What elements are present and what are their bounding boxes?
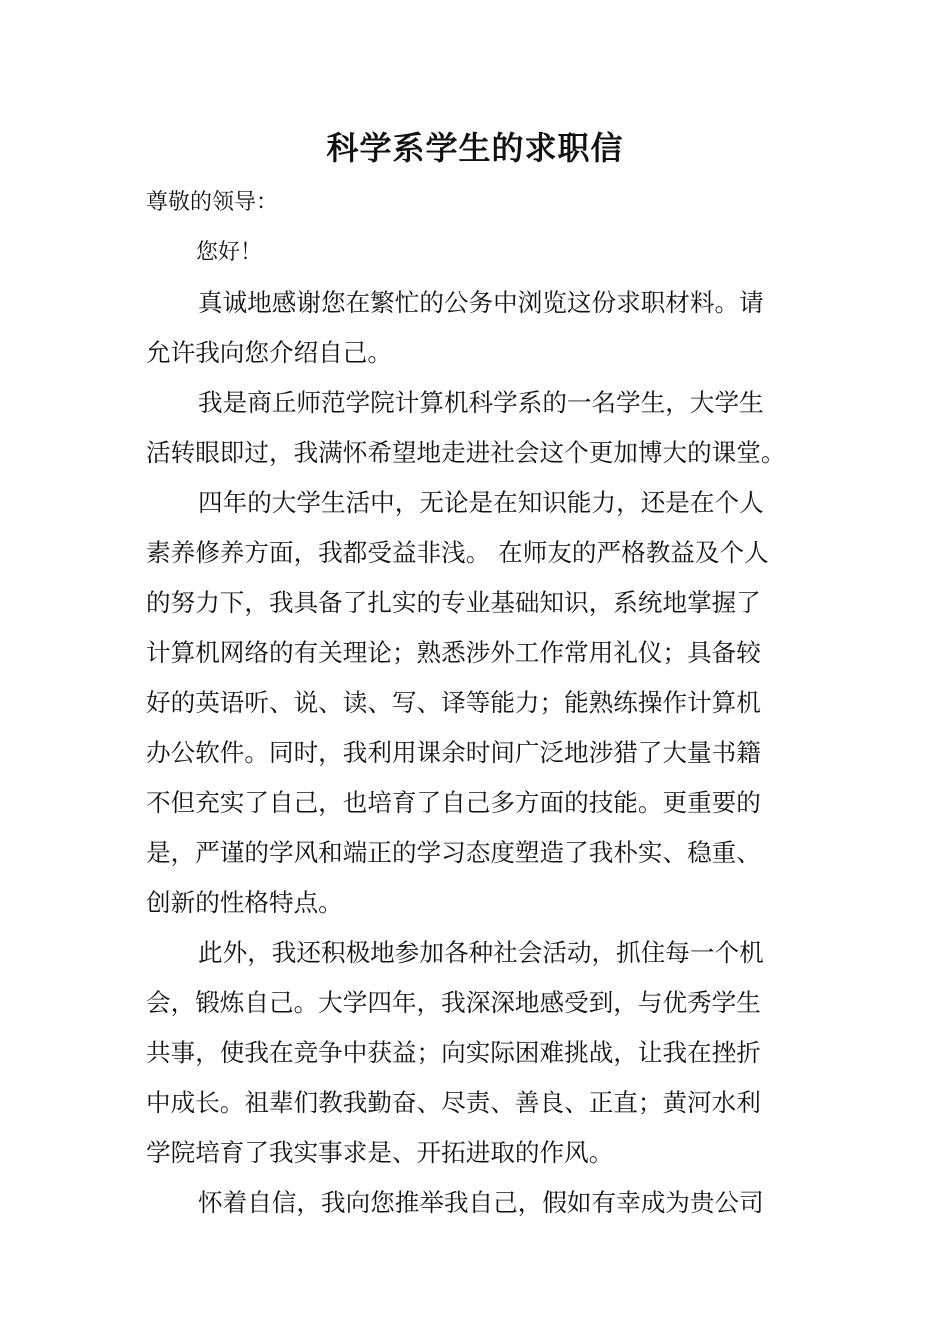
text-line: 会，锻炼自己。大学四年，我深深地感受到，与优秀学生 — [146, 988, 761, 1017]
text-line: 办公软件。同时，我利用课余时间广泛地涉猎了大量书籍 — [146, 738, 761, 767]
text-line: 不但充实了自己，也培育了自己多方面的技能。更重要的 — [146, 788, 761, 817]
document-title: 科学系学生的求职信 — [326, 129, 624, 167]
paragraph-thanks — [146, 278, 808, 378]
text-line: 共事，使我在竞争中获益；向实际困难挑战，让我在挫折 — [146, 1038, 761, 1067]
text-line: 活转眼即过，我满怀希望地走进社会这个更加博大的课堂。 — [146, 438, 786, 467]
text-line: 是，严谨的学风和端正的学习态度塑造了我朴实、稳重、 — [146, 838, 761, 867]
paragraph-social-activities — [146, 928, 808, 1178]
text-line: 中成长。祖辈们教我勤奋、尽责、善良、正直；黄河水利 — [146, 1088, 761, 1117]
paragraph-introduction — [146, 378, 808, 478]
paragraph-self-recommendation — [146, 1178, 808, 1228]
text-line: 此外，我还积极地参加各种社会活动，抓住每一个机 — [198, 938, 764, 967]
text-line: 四年的大学生活中，无论是在知识能力，还是在个人 — [198, 488, 764, 517]
text-line: 学院培育了我实事求是、开拓进取的作风。 — [146, 1138, 614, 1167]
text-line: 创新的性格特点。 — [146, 888, 343, 917]
text-line: 真诚地感谢您在繁忙的公务中浏览这份求职材料。请 — [198, 288, 764, 317]
text-line: 允许我向您介绍自己。 — [146, 338, 392, 367]
greeting: 您好！ — [196, 240, 263, 265]
text-line: 的努力下，我具备了扎实的专业基础知识，系统地掌握了 — [146, 588, 761, 617]
paragraph-university-life — [146, 478, 808, 928]
text-line: 怀着自信，我向您推举我自己，假如有幸成为贵公司 — [198, 1188, 764, 1217]
text-line: 素养修养方面，我都受益非浅。 在师友的严格教益及个人 — [146, 538, 769, 567]
text-line: 好的英语听、说、读、写、译等能力；能熟练操作计算机 — [146, 688, 761, 717]
text-line: 我是商丘师范学院计算机科学系的一名学生，大学生 — [198, 388, 764, 417]
text-line: 计算机网络的有关理论；熟悉涉外工作常用礼仪；具备较 — [146, 638, 761, 667]
salutation: 尊敬的领导： — [146, 190, 279, 215]
letter-body — [146, 178, 808, 1228]
